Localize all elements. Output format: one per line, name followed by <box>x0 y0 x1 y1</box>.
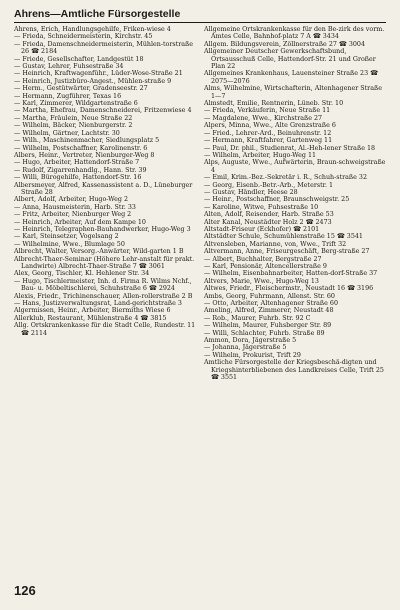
directory-entry: — Wilhelm, Prokurist, Trift 29 <box>204 351 301 359</box>
directory-entry: — Hugo, Arbeiter, Hattendorf-Straße 7 <box>14 159 140 167</box>
directory-entry: Allgemeine Ortskrankenkasse für den Be-zirk des vorm. Amtes Celle, Bahnhof-platz 7 A ☎ 3434 <box>204 26 385 41</box>
directory-entry: Albersmeyer, Alfred, Kassenassistent a. D., Lüneburger Straße 28 <box>14 181 193 196</box>
directory-entry: — Otto, Arbeiter, Altenhagener Straße 60 <box>204 300 339 308</box>
directory-entry: Albert, Adolf, Arbeiter, Hugo-Weg 2 <box>14 196 128 204</box>
directory-entry: — Hermann, Zugführer, Texas 16 <box>14 92 122 100</box>
directory-entry: — Wilh., Maschinenmacher, Siedlungsplatz 5 <box>14 137 160 145</box>
directory-entry: Albers, Heinr., Vertreter, Nienburger-Weg 8 <box>14 151 155 159</box>
directory-entry: Altvermann, Anne, Friseurgeschäft, Berg-straße 27 <box>204 248 370 256</box>
directory-entry: — Heinr., Postschaffner, Braunschweigstr. 25 <box>204 196 350 204</box>
page-number: 126 <box>14 583 36 598</box>
directory-entry: Alpers, Minna, Wwe., Alte Grenzstraße 6 <box>204 122 336 130</box>
directory-entry: Almstedt, Emilie, Rentnerin, Lüneb. Str. 10 <box>204 100 344 108</box>
directory-entry: — Wilhelm, Eisenbahnarbeiter, Hatten-dorf-Straße 37 <box>204 270 378 278</box>
page-header: Ahrens—Amtliche Fürsorgestelle <box>14 8 386 23</box>
directory-entry: Algermissen, Heinr., Arbeiter, Biermiths Wiese 6 <box>14 307 171 315</box>
directory-entry: Allerklub, Restaurant, Mühlenstraße 4 ☎ 3815 <box>14 314 167 322</box>
directory-entry: — Karl, Pensionär, Altencellerstraße 9 <box>204 263 327 270</box>
directory-entry: Ameling, Alfred, Zimmerer, Neustadt 48 <box>204 307 334 315</box>
directory-entry: — Emil, Krim.-Bez.-Sekretär i. R., Schuh-straße 32 <box>204 174 367 182</box>
directory-entry: — Heinrich, Telegraphen-Bauhandwerker, Hugo-Weg 3 <box>14 225 191 233</box>
directory-entry: — Frieda, Verkäuferin, Neue Straße 11 <box>204 107 331 115</box>
directory-entry: Altvensleben, Marianne, von, Wwe., Trift 32 <box>204 240 347 248</box>
directory-entry: Alps, Auguste, Wwe., Aufwärterin, Braun-schweigstraße 4 <box>204 159 386 174</box>
directory-entry: Alms, Wilhelmine, Wirtschafterin, Altenhagener Straße 1—7 <box>204 85 382 100</box>
directory-entry: — Martha, Ehefrau, Damenschneiderei, Fritzenwiese 4 <box>14 107 192 115</box>
directory-entry: Alex, Georg, Tischler, Kl. Hehlener Str. 34 <box>14 270 150 278</box>
columns <box>14 26 386 382</box>
directory-entry: — Friede, Gesellschafter, Landgestüt 18 <box>14 55 144 63</box>
directory-entry: Amtliche Fürsorgestelle der Kriegsbeschä-digten und Kriegshinterbliebenen des Landkreises Celle, Trift 25 ☎ 3551 <box>204 359 384 382</box>
directory-entry: — Gustav, Lehrer, Fuhsestraße 34 <box>14 63 124 71</box>
directory-entry: — Paul, Dr. phil., Studienrat, Al.-Heh-lener Straße 18 <box>204 144 376 152</box>
directory-entry: — Wilhelm, Arbeiter, Hugo-Weg 11 <box>204 151 317 159</box>
directory-entry: — Karl, Zimmerer, Wildgartenstraße 6 <box>14 100 138 108</box>
directory-entry: — Wilhelm, Gärtner, Lachtstr. 30 <box>14 129 120 137</box>
directory-entry: — Willi, Schlachter, Fuhrb. Straße 89 <box>204 329 325 337</box>
directory-entry: — Karoline, Witwe, Fuhsestraße 10 <box>204 203 319 211</box>
directory-entry: Albrecht, Walter, Versorg.-Anwärter, Wild-garten 1 B <box>14 248 184 256</box>
directory-entry: — Frieda, Damenschneidermeisterin, Mühlen-torstraße 26 ☎ 2184 <box>14 40 194 56</box>
left-column <box>14 26 196 382</box>
right-column <box>204 26 386 382</box>
directory-entry: Allgemeiner Deutscher Gewerkschaftsbund, Ortsausschuß Celle, Hattendorf-Str. 21 und Großer Plan 22 <box>204 48 376 71</box>
directory-entry: Alexis, Friedr., Trichinenschauer, Allen-rollerstraße 2 B <box>14 292 193 300</box>
directory-entry: Allg. Ortskrankenkasse für die Stadt Celle, Rundestr. 11 ☎ 2114 <box>14 322 196 337</box>
directory-entry: — Hans, Justizverwaltungsrat, Land-gerichtstraße 3 <box>14 300 182 308</box>
directory-entry: Ahrens, Erich, Handlungsgehilfe, Friken-wiese 4 <box>14 26 171 33</box>
directory-entry: Ammon, Dora, Jägerstraße 5 <box>204 337 297 345</box>
directory-entry: — Wilhelm, Bäcker, Nienburgerstr. 2 <box>14 122 133 130</box>
directory-entry: — Heinrich, Kraftwagenführ., Lüder-Wose-Straße 21 <box>14 70 183 78</box>
directory-entry: Allgem. Bildungsverein, Zöllnerstraße 27 ☎ 3004 <box>204 40 365 48</box>
directory-entry: — Heinrich, Arbeiter, Auf dem Kampe 10 <box>14 218 146 226</box>
directory-entry: Alten, Adolf, Reisender, Harb. Straße 53 <box>204 211 334 219</box>
directory-entry: Altstädter Schule, Schumühlenstraße 15 ☎ 3541 <box>204 233 363 241</box>
directory-entry: — Martha, Fräulein, Neue Straße 22 <box>14 114 133 122</box>
directory-entry: — Rudolf, Zigarrenhandlg., Hann. Str. 39 <box>14 166 147 174</box>
directory-entry: — Georg, Eisenb.-Betr.-Arb., Meterstr. 1 <box>204 181 334 189</box>
directory-entry: — Willi, Bürogehilfe, Hattendorf-Str. 16 <box>14 174 142 182</box>
directory-entry: — Hugo, Tischlermeister, Inh. d. Firma R. Wilms Nchf., Bau- u. Möbeltischlerei, Schuhstraße 6 ☎ 2924 <box>14 277 192 293</box>
directory-entry: — Albert, Buchhalter, Bergstraße 27 <box>204 255 322 263</box>
directory-entry: — Fritz, Arbeiter, Nienburger Weg 2 <box>14 211 132 219</box>
directory-entry: — Hermann, Kraftfahrer, Gartenweg 11 <box>204 137 333 145</box>
directory-entry: — Wilhelm, Maurer, Fuhsberger Str. 89 <box>204 322 332 330</box>
directory-entry: — Heinrich, Justizbüro-Angest., Mühlen-straße 9 <box>14 77 172 85</box>
directory-entry: — Magdalene, Wwe., Kirchstraße 27 <box>204 114 323 122</box>
directory-entry: — Karl, Steinsetzer, Vogelsang 2 <box>14 233 119 241</box>
directory-entry: Altstadt-Friseur (Eckhofer) ☎ 2101 <box>204 225 320 233</box>
directory-entry: Altwes, Friedr., Fleischermstr., Neustadt 16 ☎ 3196 <box>204 285 374 293</box>
directory-entry: — Rob., Maurer, Fuhrb. Str. 92 C <box>204 314 311 322</box>
directory-entry: Altvers, Marie, Wwe., Hugo-Weg 13 <box>204 277 319 285</box>
directory-entry: — Fried., Lehrer-Ard., Beinuhrenstr. 12 <box>204 129 332 137</box>
directory-entry: — Wilhelmine, Wwe., Blumlage 50 <box>14 240 125 248</box>
directory-entry: — Gustav, Händler, Heese 28 <box>204 188 298 196</box>
directory-entry: Alter Kanal, Neustädter Holz 2 ☎ 2473 <box>204 218 332 226</box>
directory-entry: Ambs, Georg, Fuhrmann, Allenst. Str. 60 <box>204 292 335 300</box>
directory-entry: — Johanna, Jägerstraße 5 <box>204 344 287 352</box>
directory-entry: Allgemeines Krankenhaus, Lauensteiner Straße 23 ☎ 2075—2076 <box>204 70 379 85</box>
directory-entry: — Wilhelm, Postschaffner, Karolinenstr. 6 <box>14 144 148 152</box>
directory-entry: Albrecht-Thaer-Seminar (Höhere Lehr-anstalt für prakt. Landwirte) Albrecht-Thaer-Straße 7 ☎ 3061 <box>14 255 195 270</box>
directory-entry: — Herm., Gestütwärter, Gradenseestr. 27 <box>14 85 148 93</box>
directory-entry: — Frieda, Schneidermeisterin, Kirchstr. 45 <box>14 33 153 41</box>
directory-entry: — Anna, Hausmeisterin, Harb. Str. 33 <box>14 203 136 211</box>
